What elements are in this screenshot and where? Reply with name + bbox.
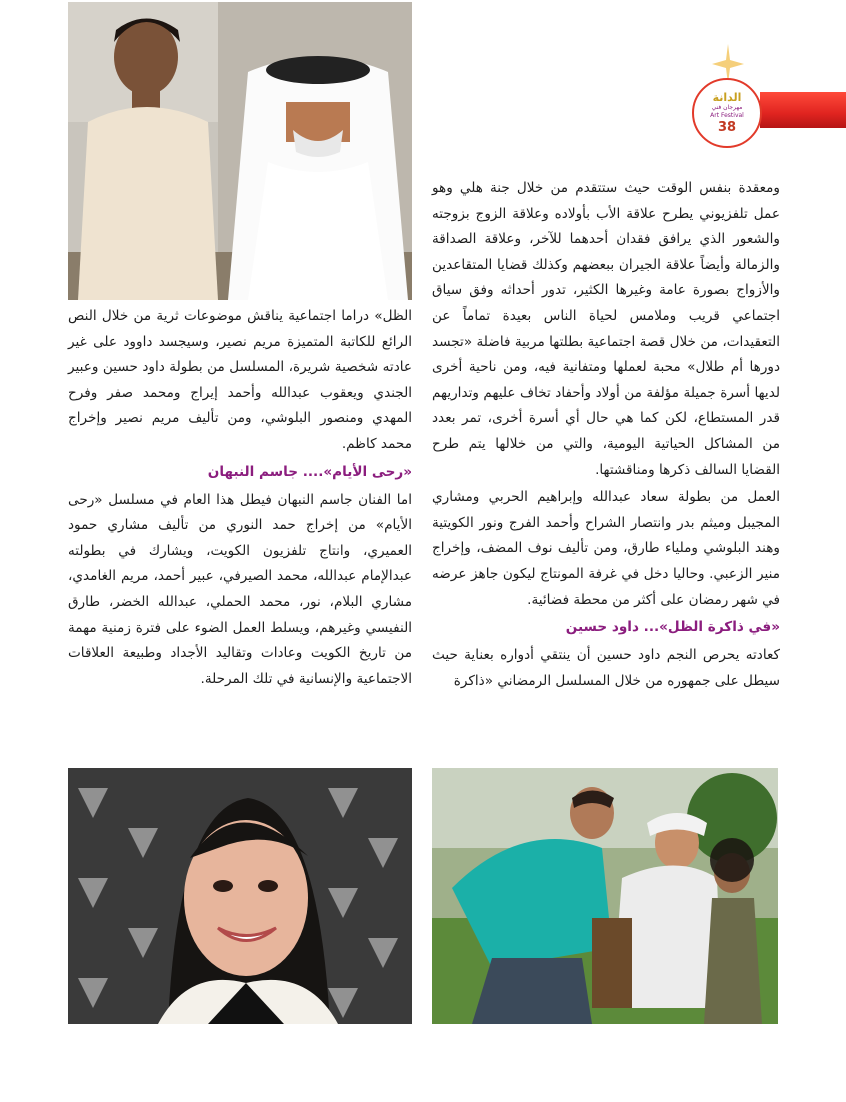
paragraph-left-1: الظل» دراما اجتماعية يناقش موضوعات ثرية من خلال النص الرائع للكاتبة المتميزة مريم نصير، وسيجسد داوود على غير عادته شخصية شريرة، المسلسل من بطولة داود حسين وعبير الجندي ويعقوب عبدالله وأحمد إيراج ومحمد صفر وفرح المهدي ومنصور البلوشي، ومن تأليف مريم نصير وإخراج محمد كاظم.	[68, 308, 412, 452]
festival-label: مهرجان فني	[711, 104, 743, 111]
photo-actress-portrait	[68, 768, 412, 1024]
paragraph-right-2: العمل من بطولة سعاد عبدالله وإبراهيم الحربي ومشاري المجيبل وميثم بدر وانتصار الشراح وأحمد الفرج ونور الكويتية وهند البلوشي وملياء طارق، ومن تأليف نوف المضف، وإخراج منير الزعبي. وحاليا دخل في غرفة المونتاج ليكون جاهز عرضه في شهر رمضان على أكثر من محطة فضائية.	[432, 489, 780, 608]
page-color-bar	[760, 92, 846, 128]
festival-label-en: Art Festival	[710, 112, 744, 119]
article-left-column	[68, 304, 412, 692]
paragraph-left-2: اما الفنان جاسم النبهان فيطل هذا العام في مسلسل «رحى الأيام» من إخراج حمد النوري من تأليف مشاري حمود العميري، وانتاج تلفزيون الكويت، ويشارك في بطولته عبدالإمام عبدالله، محمد الصيرفي، عبير أحمد، مريم الغامدي، مشاري البلام، نور، محمد الحملي، عبدالله الخضر، طارق النفيسي وغيرهم، ويسلط العمل الضوء على فترة زمنية مهمة من تاريخ الكويت وعادات وتقاليد الأجداد وطبيعة العلاقات الاجتماعية والإنسانية في تلك المرحلة.	[68, 491, 412, 687]
paragraph-right-1: ومعقدة بنفس الوقت حيث ستتقدم من خلال جنة هلي وهو عمل تلفزيوني يطرح علاقة الأب بأولاده وعلاقة الزوج بزوجته والشعور الذي يرافق فقدان أحدهما للآخر، وعلاقة الصداقة والزمالة وأيضاً علاقة الجيران ببعضهم وكذلك قضايا المتقاعدين والأزواج بصورة عامة وغيرها الكثير، تدور أحداثه وفق سياق اجتماعي قريب وملامس لحياة الناس بعيدة تماماً عن التعقيدات، من خلال قصة اجتماعية بطلتها مربية فاضلة «تجسد دورها أم طلال» محبة لعملها ومتفانية فيه، ومن ناحية أخرى لديها أسرة جميلة مؤلفة من أولاد وأحفاد تخاف عليهم وتداريهم قدر المستطاع، لكن كما هي حال أي أسرة أخرى، تمر بعدد من المشاكل الحياتية اليومية، والتي من خلالها يتم طرح القضايا السالف ذكرها ومناقشتها.	[432, 180, 780, 478]
page-number: 38	[717, 120, 737, 135]
article-right-column	[432, 176, 780, 694]
photo-boy-and-elder	[68, 2, 412, 300]
magazine-logo-badge	[692, 78, 762, 148]
photo-on-set-scene	[432, 768, 778, 1024]
magazine-brand: الدانة	[712, 91, 742, 104]
section-heading-zakirat-al-thil: «في ذاكرة الظل»... داود حسين	[565, 619, 780, 636]
section-heading-raha-al-ayyam: «رحى الأيام».... جاسم النبهان	[207, 463, 412, 480]
paragraph-right-3: كعادته يحرص النجم داود حسين أن ينتقي أدواره بعناية حيث سيطل على جمهوره من خلال المسلسل الرمضاني «ذاكرة	[432, 647, 780, 689]
